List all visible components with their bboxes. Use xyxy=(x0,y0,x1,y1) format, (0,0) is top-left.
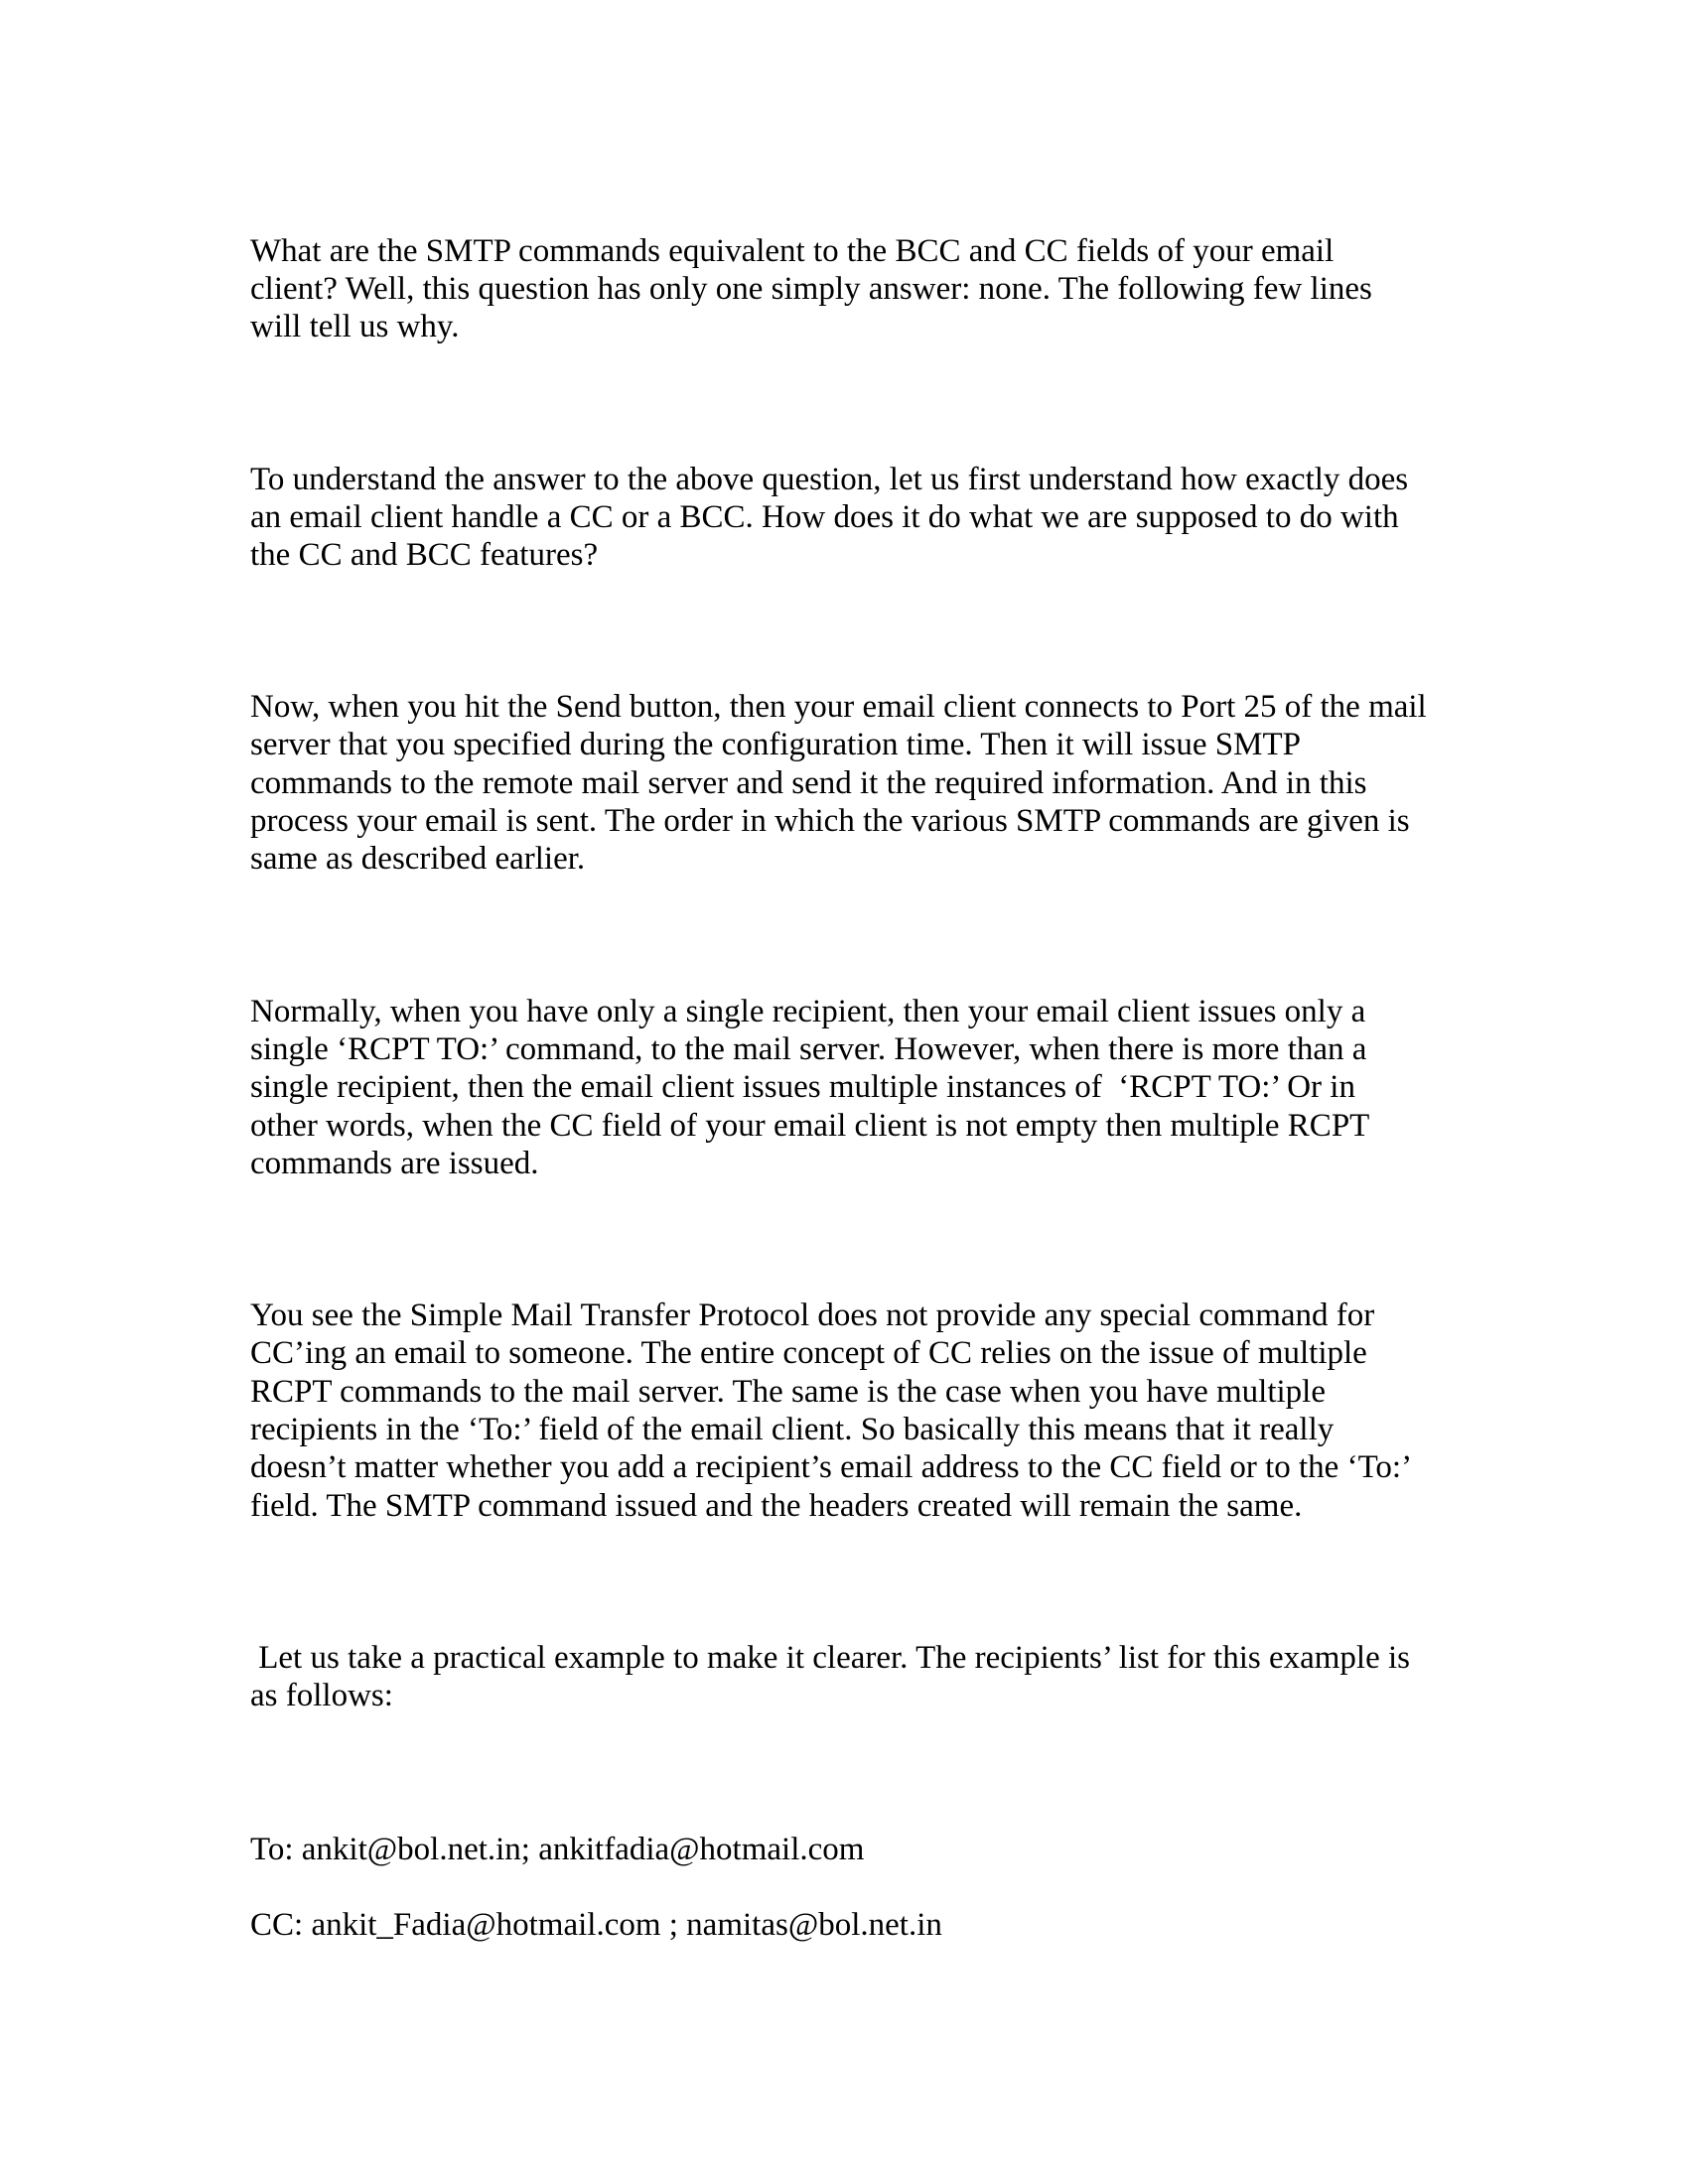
text-line: single recipient, then the email client issues multiple instances of ‘RCPT TO:’ Or in xyxy=(250,1069,1355,1105)
text-line: Normally, when you have only a single recipient, then your email client issues only a xyxy=(250,994,1366,1029)
text-line: To understand the answer to the above question, let us first understand how exactly does xyxy=(250,462,1409,497)
text-line: CC’ing an email to someone. The entire concept of CC relies on the issue of multiple xyxy=(250,1335,1367,1371)
text-line: commands to the remote mail server and send it the required information. And in this xyxy=(250,765,1367,801)
text-line: Let us take a practical example to make it clearer. The recipients’ list for this example is xyxy=(250,1640,1410,1676)
text-line: server that you specified during the configuration time. Then it will issue SMTP xyxy=(250,727,1301,762)
text-line: as follows: xyxy=(250,1678,393,1713)
text-line: commands are issued. xyxy=(250,1146,539,1181)
text-line: single ‘RCPT TO:’ command, to the mail server. However, when there is more than a xyxy=(250,1031,1367,1067)
text-line: will tell us why. xyxy=(250,309,460,344)
text-line: You see the Simple Mail Transfer Protocol does not provide any special command for xyxy=(250,1297,1375,1333)
text-line: recipients in the ‘To:’ field of the email client. So basically this means that it really xyxy=(250,1412,1335,1447)
text-line: other words, when the CC field of your email client is not empty then multiple RCPT xyxy=(250,1108,1370,1144)
text-line: What are the SMTP commands equivalent to the BCC and CC fields of your email xyxy=(250,233,1335,269)
text-line: doesn’t matter whether you add a recipient’s email address to the CC field or to the ‘To:’ xyxy=(250,1449,1413,1485)
text-line: RCPT commands to the mail server. The same is the case when you have multiple xyxy=(250,1374,1326,1410)
text-line: client? Well, this question has only one simply answer: none. The following few lines xyxy=(250,271,1372,307)
text-line: field. The SMTP command issued and the headers created will remain the same. xyxy=(250,1488,1303,1524)
text-line: the CC and BCC features? xyxy=(250,537,599,573)
to-recipients-line: To: ankit@bol.net.in; ankitfadia@hotmail.com xyxy=(250,1832,865,1867)
text-line: process your email is sent. The order in which the various SMTP commands are given is xyxy=(250,803,1410,839)
text-line: Now, when you hit the Send button, then your email client connects to Port 25 of the mail xyxy=(250,689,1427,725)
text-line: same as described earlier. xyxy=(250,841,586,877)
cc-recipients-line: CC: ankit_Fadia@hotmail.com ; namitas@bol.net.in xyxy=(250,1907,942,1943)
text-line: an email client handle a CC or a BCC. How does it do what we are supposed to do with xyxy=(250,499,1399,535)
